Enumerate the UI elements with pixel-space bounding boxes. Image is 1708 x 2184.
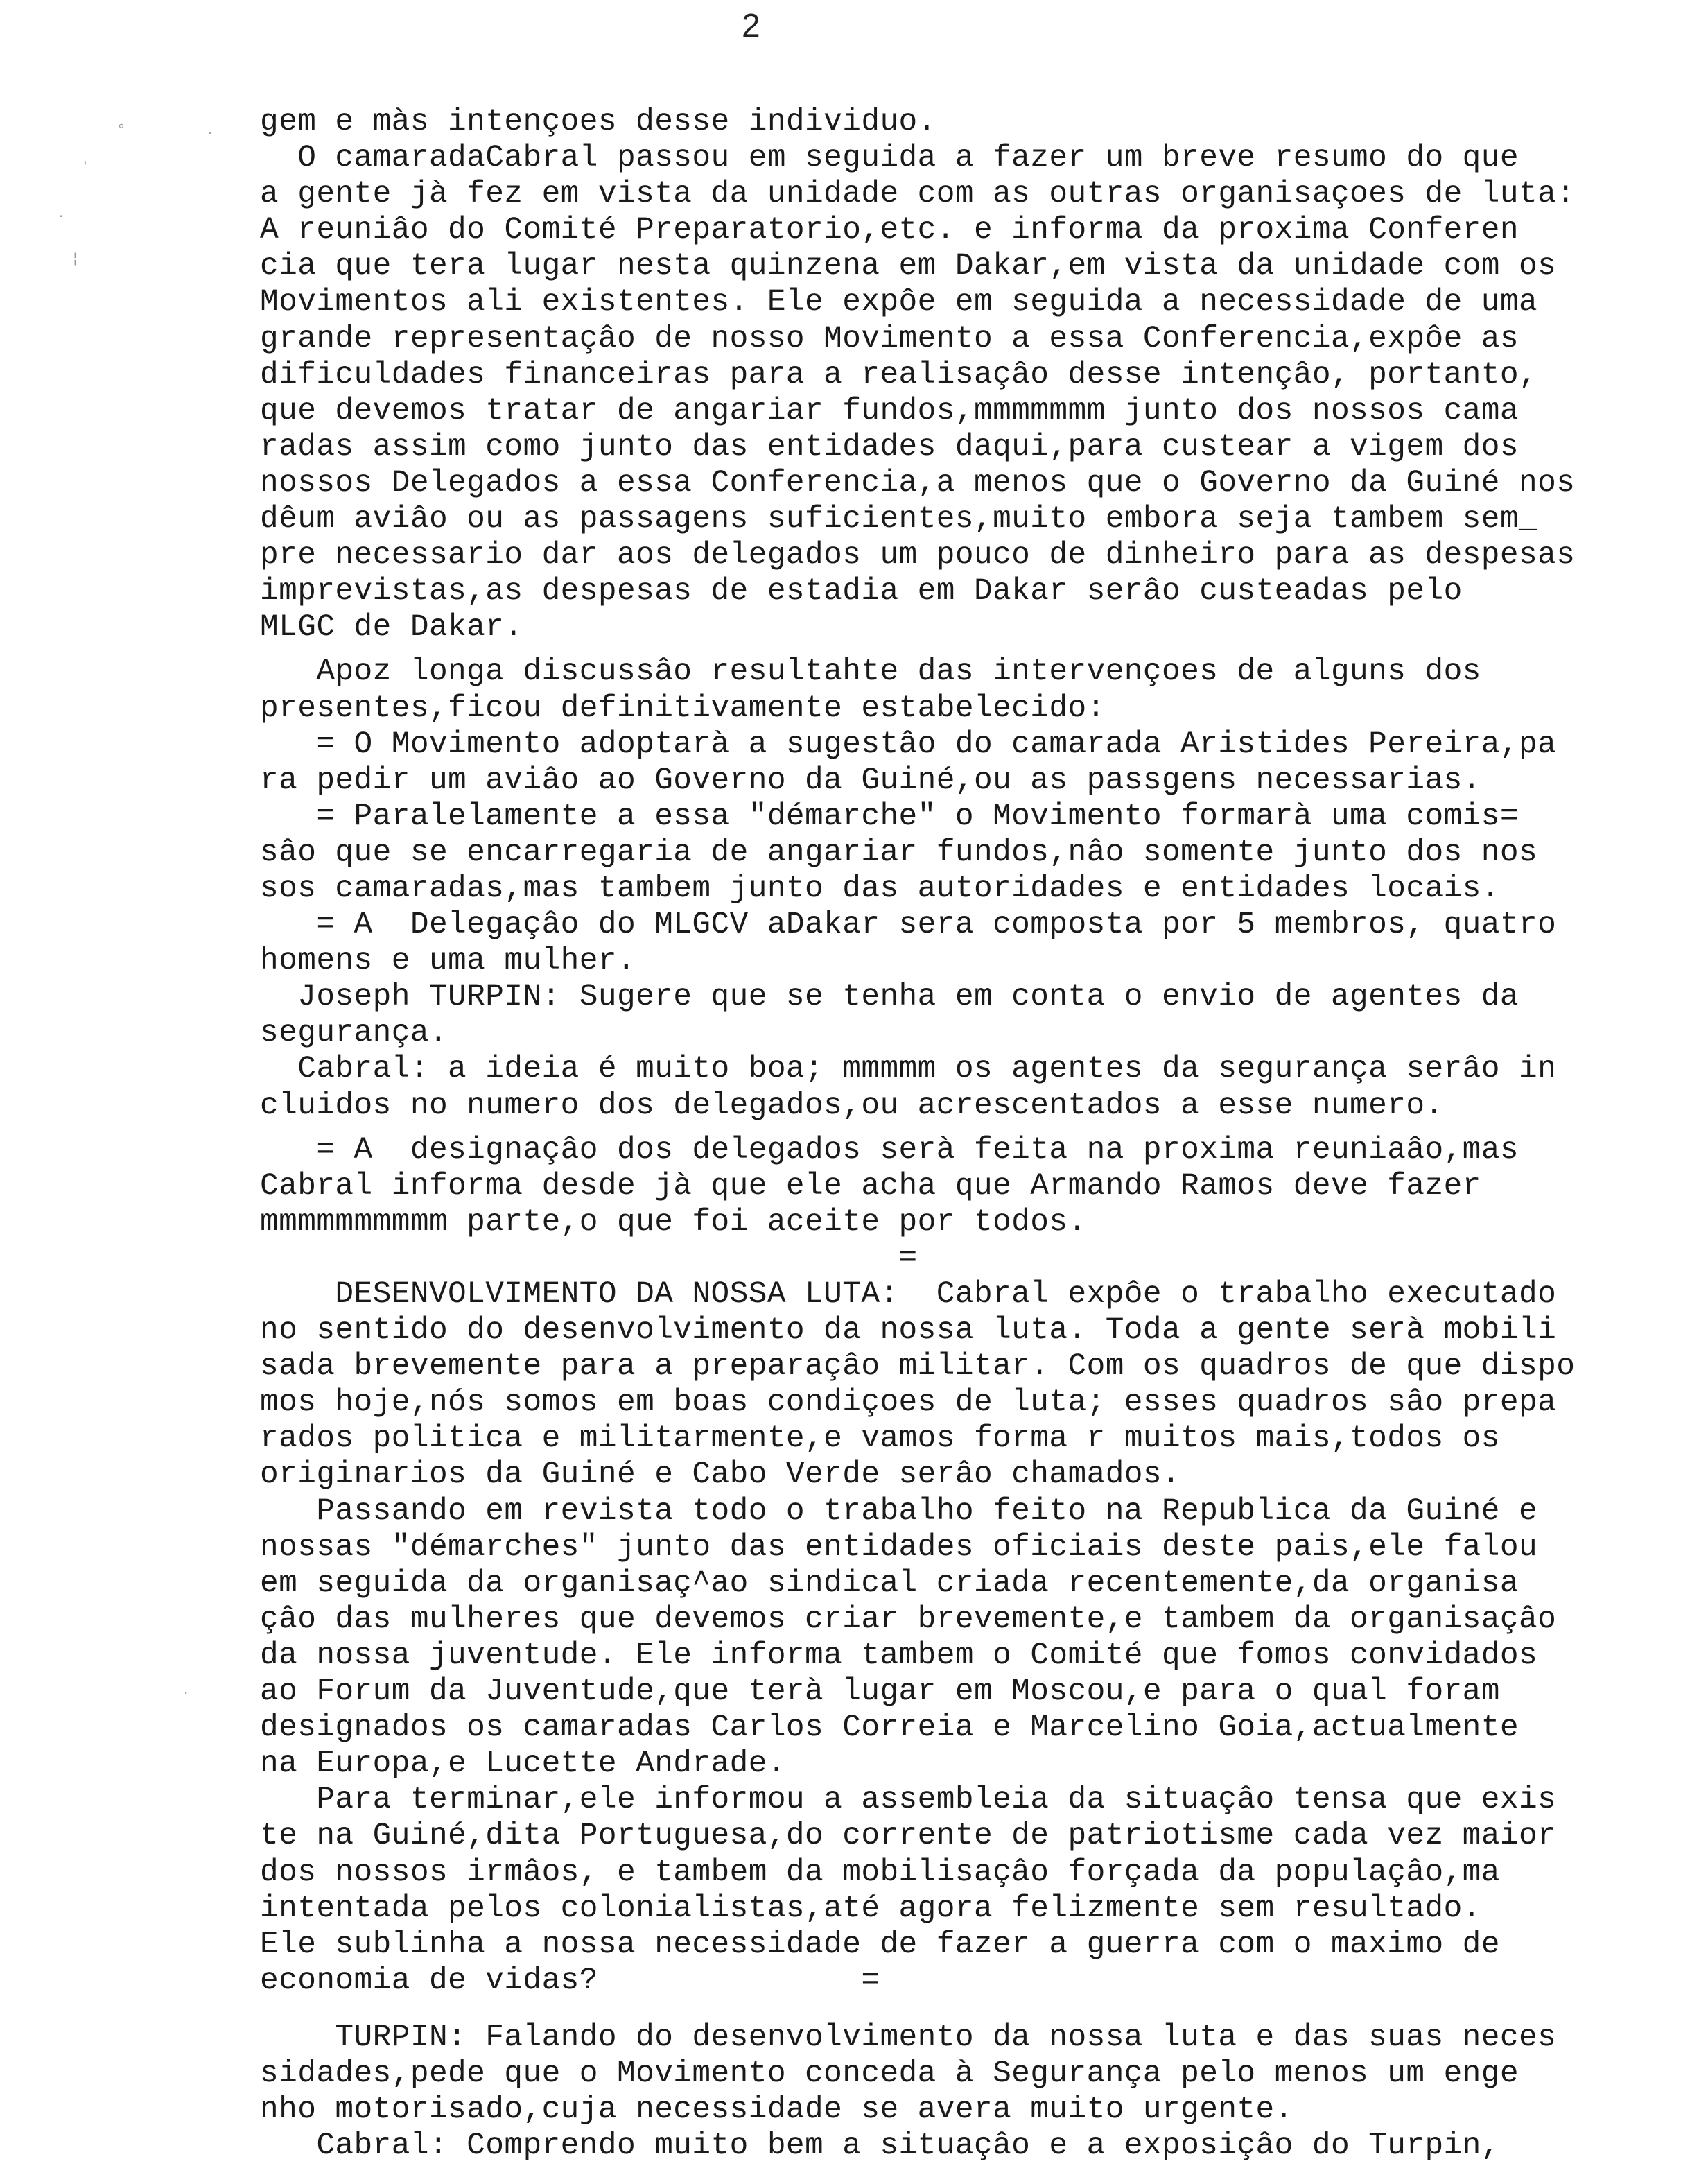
text-line: sada brevemente para a preparaçâo militar. Com os quadros de que dispo — [260, 1349, 1576, 1385]
text-line: da nossa juventude. Ele informa tambem o Comité que fomos convidados — [260, 1638, 1538, 1673]
text-line: Para terminar,ele informou a assembleia da situaçâo tensa que exis — [260, 1783, 1557, 1818]
text-line: no sentido do desenvolvimento da nossa luta. Toda a gente serà mobili — [260, 1313, 1557, 1349]
text-line: na Europa,e Lucette Andrade. — [260, 1747, 786, 1782]
text-line: gem e màs intençoes desse individuo. — [260, 105, 936, 139]
text-line: Cabral: Comprendo muito bem a situaçâo e a exposiçâo do Turpin, — [260, 2129, 1500, 2164]
text-line: nossos Delegados a essa Conferencia,a menos que o Governo da Guiné nos — [260, 465, 1576, 501]
margin-mark: ' — [83, 158, 87, 175]
text-line: ra pedir um aviâo ao Governo da Guiné,ou as passgens necessarias. — [260, 763, 1481, 798]
text-line: çâo das mulheres que devemos criar brevemente,e tambem da organisaçâo — [260, 1602, 1557, 1637]
text-line: MLGC de Dakar. — [260, 610, 523, 645]
margin-mark: ¦ — [73, 250, 78, 266]
text-line: A reuniâo do Comité Preparatorio,etc. e informa da proxima Conferen — [260, 213, 1519, 248]
margin-mark: · — [208, 125, 213, 141]
text-line: dificuldades financeiras para a realisaçâo desse intençâo, portanto, — [260, 357, 1538, 392]
text-line: Cabral informa desde jà que ele acha que Armando Ramos deve fazer — [260, 1168, 1481, 1204]
text-line: = O Movimento adoptarà a sugestâo do camarada Aristides Pereira,pa — [260, 727, 1557, 762]
text-line: radas assim como junto das entidades daqui,para custear a vigem dos — [260, 429, 1519, 465]
text-line: = — [260, 1240, 918, 1276]
margin-mark: · — [59, 208, 64, 225]
text-line: imprevistas,as despesas de estadia em Dakar serâo custeadas pelo — [260, 574, 1463, 609]
text-line: DESENVOLVIMENTO DA NOSSA LUTA: Cabral expôe o trabalho executado — [260, 1277, 1557, 1312]
text-line: intentada pelos colonialistas,até agora felizmente sem resultado. — [260, 1891, 1481, 1926]
page-number: 2 — [742, 8, 760, 44]
text-line: cia que tera lugar nesta quinzena em Dakar,em vista da unidade com os — [260, 249, 1557, 284]
text-line: designados os camaradas Carlos Correia e Marcelino Goia,actualmente — [260, 1710, 1519, 1746]
text-line: mos hoje,nós somos em boas condiçoes de luta; esses quadros sâo prepa — [260, 1385, 1557, 1421]
text-line: rados politica e militarmente,e vamos forma r muitos mais,todos os — [260, 1421, 1500, 1457]
text-line: cluidos no numero dos delegados,ou acrescentados a esse numero. — [260, 1088, 1444, 1123]
text-line: que devemos tratar de angariar fundos,mmmmmmm junto dos nossos cama — [260, 393, 1519, 428]
margin-mark: · — [184, 1685, 189, 1701]
text-line: sos camaradas,mas tambem junto das autoridades e entidades locais. — [260, 871, 1500, 906]
text-line: a gente jà fez em vista da unidade com as outras organisaçoes de luta: — [260, 177, 1576, 212]
text-line: originarios da Guiné e Cabo Verde serâo chamados. — [260, 1457, 1181, 1493]
text-line: mmmmmmmmmm parte,o que foi aceite por todos. — [260, 1204, 1087, 1240]
text-line: Movimentos ali existentes. Ele expôe em seguida a necessidade de uma — [260, 285, 1538, 320]
text-line: presentes,ficou definitivamente estabelecido: — [260, 691, 1106, 726]
text-line: grande representaçâo de nosso Movimento a essa Conferencia,expôe as — [260, 321, 1519, 356]
text-line: = A designaçâo dos delegados serà feita na proxima reuniaâo,mas — [260, 1132, 1519, 1168]
text-line: nho motorisado,cuja necessidade se avera muito urgente. — [260, 2092, 1293, 2128]
typed-text-body — [260, 104, 1688, 2164]
text-line: segurança. — [260, 1016, 448, 1051]
text-line: economia de vidas? = — [260, 1963, 880, 1998]
text-line: Apoz longa discussâo resultahte das intervençoes de alguns dos — [260, 655, 1481, 690]
text-line: Joseph TURPIN: Sugere que se tenha em conta o envio de agentes da — [260, 980, 1519, 1015]
text-line: em seguida da organisaç^ao sindical criada recentemente,da organisa — [260, 1566, 1519, 1601]
text-line: sâo que se encarregaria de angariar fundos,nâo somente junto dos nos — [260, 835, 1538, 870]
text-line: TURPIN: Falando do desenvolvimento da nossa luta e das suas neces — [260, 2020, 1557, 2055]
text-line: = Paralelamente a essa "démarche" o Movimento formarà uma comis= — [260, 799, 1519, 834]
text-line: Passando em revista todo o trabalho feito na Republica da Guiné e — [260, 1493, 1538, 1529]
text-line: nossas "démarches" junto das entidades oficiais deste pais,ele falou — [260, 1529, 1538, 1565]
text-line: pre necessario dar aos delegados um pouco de dinheiro para as despesas — [260, 538, 1576, 573]
text-line: dos nossos irmâos, e tambem da mobilisaçâo forçada da populaçâo,ma — [260, 1855, 1500, 1890]
text-line: Cabral: a ideia é muito boa; mmmmm os agentes da segurança serâo in — [260, 1052, 1557, 1087]
text-line: Ele sublinha a nossa necessidade de fazer a guerra com o maximo de — [260, 1927, 1500, 1962]
text-line: te na Guiné,dita Portuguesa,do corrente de patriotisme cada vez maior — [260, 1819, 1557, 1854]
text-line: dêum aviâo ou as passagens suficientes,muito embora seja tambem sem_ — [260, 502, 1538, 537]
text-line: ao Forum da Juventude,que terà lugar em Moscou,e para o qual foram — [260, 1674, 1500, 1710]
text-line: homens e uma mulher. — [260, 944, 636, 979]
text-line: = A Delegaçâo do MLGCV aDakar sera composta por 5 membros, quatro — [260, 908, 1557, 943]
text-line: sidades,pede que o Movimento conceda à Segurança pelo menos um enge — [260, 2056, 1519, 2091]
margin-mark: ° — [118, 121, 125, 138]
text-line: O camaradaCabral passou em seguida a fazer um breve resumo do que — [260, 141, 1519, 176]
